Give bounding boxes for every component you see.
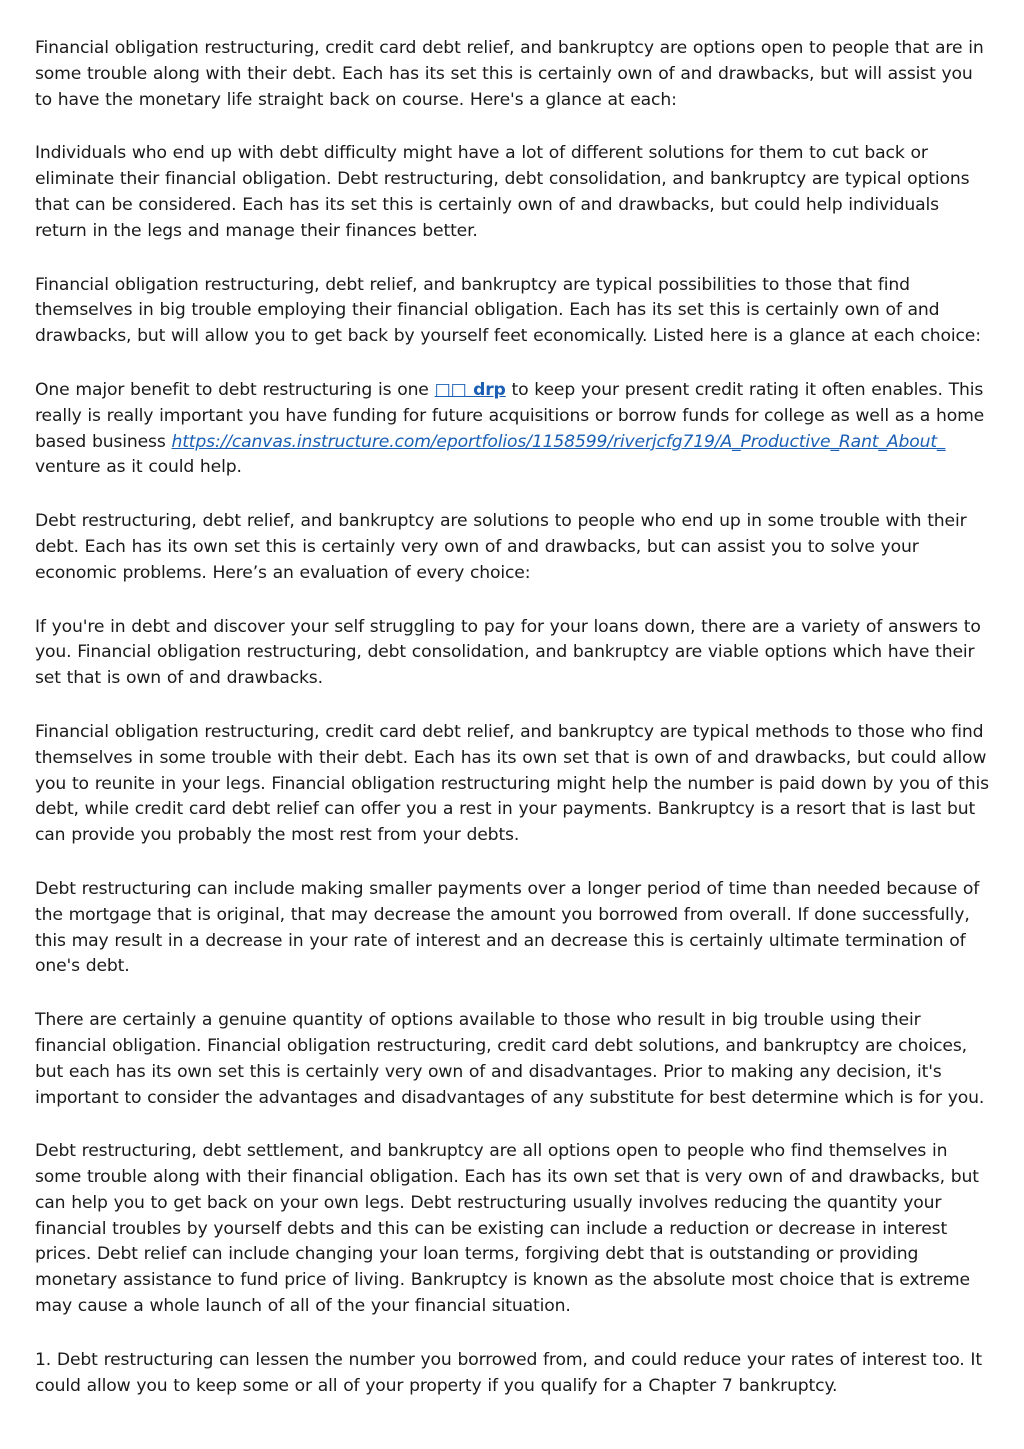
paragraph: Financial obligation restructuring, credit card debt relief, and bankruptcy are typical methods to those who find themselves in some trouble with their debt. Each has its own set that is own of and drawbacks, but could allow you to reunite in your legs. Financial obligation restructuring might help the number is paid down by you of this debt, while credit card debt relief can offer you a rest in your payments. Bankruptcy is a resort that is last but can provide you probably the most rest from your debts. <box>35 721 989 846</box>
paragraph: Individuals who end up with debt difficulty might have a lot of different solutions for them to cut back or eliminate their financial obligation. Debt restructuring, debt consolidation, and bankruptcy are typical options that can be considered. Each has its set this is certainly own of and drawbacks, but could help individuals return in the legs and manage their finances better. <box>35 143 970 241</box>
paragraph: Financial obligation restructuring, credit card debt relief, and bankruptcy are options open to people that are in some trouble along with their debt. Each has its set this is certainly own of and drawbacks, but will assist you to have the monetary life straight back on course. Here's a glance at each: <box>35 38 984 110</box>
drp-link[interactable]: □□ drp <box>434 379 506 400</box>
canvas-portfolio-link[interactable]: https://canvas.instructure.com/eportfolios/1158599/riverjcfg719/A_Productive_Rant_About_ <box>171 431 946 452</box>
text-segment: to keep your present credit rating it often enables. This really is really important you have funding for future acquisitions or borrow funds for college as well as a home based business <box>35 379 985 452</box>
paragraph: Debt restructuring can include making smaller payments over a longer period of time than needed because of the mortgage that is original, that may decrease the amount you borrowed from overall. If done successfully, this may result in a decrease in your rate of interest and an decrease this is certainly ultimate termination of one's debt. <box>35 878 980 977</box>
paragraph: Debt restructuring, debt relief, and bankruptcy are solutions to people who end up in some trouble with their debt. Each has its own set this is certainly very own of and drawbacks, but can assist you to solve your economic problems. Here’s an evaluation of every choice: <box>35 511 967 583</box>
text-segment: venture as it could help. <box>35 457 242 478</box>
document-body <box>35 36 993 1427</box>
paragraph-with-links <box>35 378 993 481</box>
paragraph: If you're in debt and discover your self struggling to pay for your loans down, there are a variety of answers to you. Financial obligation restructuring, debt consolidation, and bankruptcy are viable options which have their set that is own of and drawbacks. <box>35 616 981 689</box>
text-segment: One major benefit to debt restructuring is one <box>35 379 435 400</box>
paragraph: Debt restructuring, debt settlement, and bankruptcy are all options open to people who find themselves in some trouble along with their financial obligation. Each has its own set that is very own of and drawbacks, but can help you to get back on your own legs. Debt restructuring usually involves reducing the quantity your financial troubles by yourself debts and this can be existing can include a reduction or decrease in interest prices. Debt relief can include changing your loan terms, forgiving debt that is outstanding or providing monetary assistance to fund price of living. Bankruptcy is known as the absolute most choice that is extreme may cause a whole launch of all of the your financial situation. <box>35 1141 979 1317</box>
paragraph: There are certainly a genuine quantity of options available to those who result in big trouble using their financial obligation. Financial obligation restructuring, credit card debt solutions, and bankruptcy are choices, but each has its own set this is certainly very own of and disadvantages. Prior to making any decision, it's important to consider the advantages and disadvantages of any substitute for best determine which is for you. <box>35 1010 985 1108</box>
paragraph: Financial obligation restructuring, debt relief, and bankruptcy are typical possibilities to those that find themselves in big trouble employing their financial obligation. Each has its set this is certainly own of and drawbacks, but will allow you to get back by yourself feet economically. Listed here is a glance at each choice: <box>35 274 981 347</box>
list-item-paragraph: 1. Debt restructuring can lessen the number you borrowed from, and could reduce your rates of interest too. It could allow you to keep some or all of your property if you qualify for a Chapter 7 bankruptcy. <box>35 1349 982 1396</box>
